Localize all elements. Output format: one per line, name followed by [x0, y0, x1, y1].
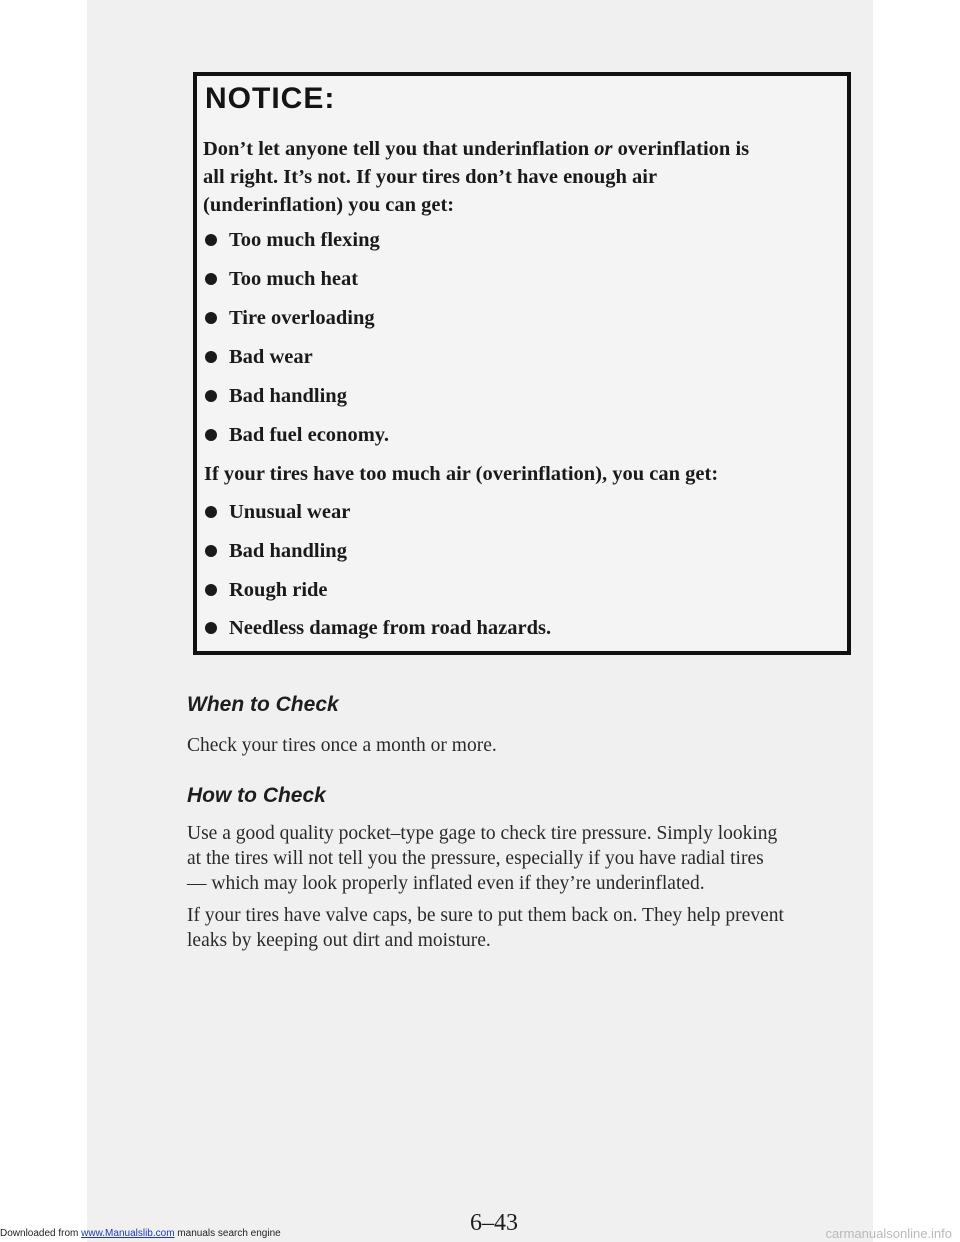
notice-lead-text	[203, 135, 803, 219]
when-to-check-text	[187, 733, 857, 758]
bullet-item-label: Bad handling	[229, 385, 347, 407]
overinflation-lead: If your tires have too much air (overinflation), you can get:	[204, 463, 719, 485]
bullet-item-label: Too much flexing	[229, 229, 380, 251]
footer-prefix: Downloaded from	[0, 1228, 82, 1239]
page-number: 6–43	[470, 1210, 518, 1236]
bullet-item-label: Tire overloading	[229, 307, 375, 329]
bullet-item	[205, 576, 328, 604]
notice-title: NOTICE:	[205, 82, 336, 115]
footer-suffix: manuals search engine	[174, 1228, 281, 1239]
notice-lead-part-a: Don’t let anyone tell you that underinflation	[203, 138, 595, 160]
bullet-item	[205, 343, 313, 371]
paragraph-line: leaks by keeping out dirt and moisture.	[187, 930, 491, 951]
notice-lead-line-2: all right. It’s not. If your tires don’t have enough air	[203, 166, 658, 188]
bullet-dot-icon	[205, 390, 217, 402]
bullet-item	[205, 382, 347, 410]
how-to-check-paragraph-1	[187, 821, 857, 896]
paragraph-line: at the tires will not tell you the pressure, especially if you have radial tires	[187, 848, 764, 869]
notice-lead-emphasis: or	[594, 138, 613, 160]
bullet-dot-icon	[205, 545, 217, 557]
when-to-check-line: Check your tires once a month or more.	[187, 735, 497, 756]
bullet-dot-icon	[205, 273, 217, 285]
bullet-item	[205, 265, 358, 293]
bullet-item	[205, 537, 347, 565]
bullet-dot-icon	[205, 351, 217, 363]
notice-lead-line-1	[203, 135, 803, 163]
watermark: carmanualsonline.info	[825, 1226, 952, 1241]
bullet-item-label: Bad wear	[229, 346, 313, 368]
bullet-item	[205, 304, 375, 332]
manualslib-link[interactable]: www.Manualslib.com	[81, 1228, 175, 1239]
bullet-dot-icon	[205, 234, 217, 246]
bullet-item	[205, 614, 551, 642]
paragraph-line: — which may look properly inflated even if they’re underinflated.	[187, 873, 705, 894]
bullet-item	[205, 498, 350, 526]
bullet-dot-icon	[205, 506, 217, 518]
paragraph-line: Use a good quality pocket–type gage to check tire pressure. Simply looking	[187, 823, 778, 844]
bullet-dot-icon	[205, 584, 217, 596]
bullet-item-label: Too much heat	[229, 268, 359, 290]
bullet-item	[205, 421, 389, 449]
how-to-check-heading: How to Check	[187, 784, 326, 807]
bullet-item-label: Bad handling	[229, 540, 347, 562]
bullet-item-label: Bad fuel economy.	[229, 424, 390, 446]
notice-lead-line-3: (underinflation) you can get:	[203, 194, 455, 216]
download-footer	[0, 1228, 560, 1239]
bullet-item-label: Unusual wear	[229, 501, 351, 523]
bullet-dot-icon	[205, 622, 217, 634]
bullet-item-label: Needless damage from road hazards.	[229, 617, 552, 639]
bullet-dot-icon	[205, 429, 217, 441]
notice-lead-part-b: overinflation is	[612, 138, 750, 160]
how-to-check-paragraph-2	[187, 903, 857, 953]
bullet-item-label: Rough ride	[229, 579, 328, 601]
bullet-dot-icon	[205, 312, 217, 324]
when-to-check-heading: When to Check	[187, 693, 339, 716]
bullet-item	[205, 226, 380, 254]
paragraph-line: If your tires have valve caps, be sure to put them back on. They help prevent	[187, 905, 784, 926]
